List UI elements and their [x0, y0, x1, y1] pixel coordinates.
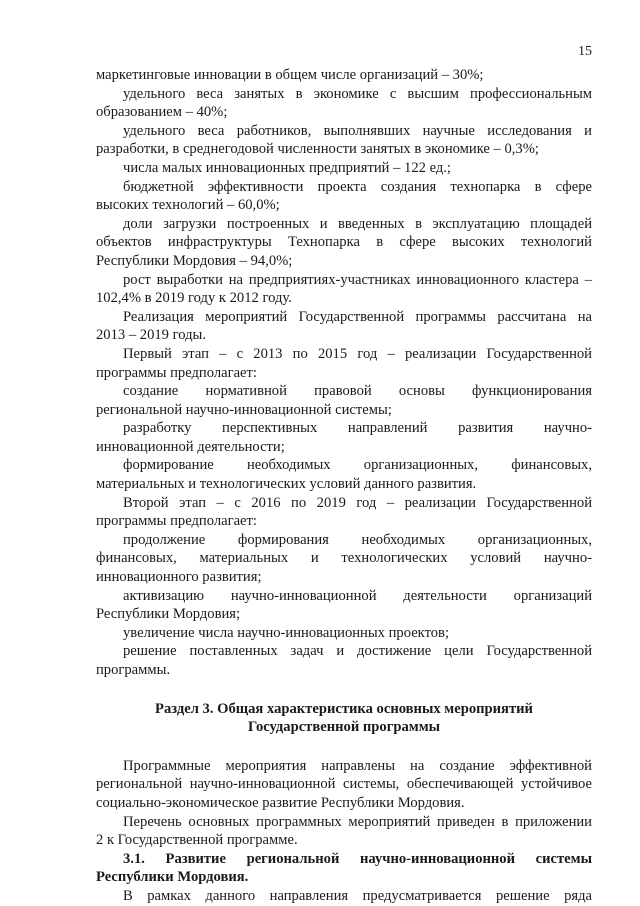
paragraph-line: удельного веса занятых в экономике с высшим профессиональным: [123, 85, 592, 102]
paragraph-line: объектов инфраструктуры Технопарка в сфере высоких технологий: [96, 234, 592, 251]
paragraph-line: программы.: [96, 662, 171, 678]
paragraph-line: разработку перспективных направлений развития научно-: [123, 420, 592, 437]
paragraph-line: решение поставленных задач и достижение цели Государственной: [123, 643, 592, 660]
paragraph-line: 2 к Государственной программе.: [96, 832, 298, 849]
paragraph-line: региональной научно-инновационной системы;: [96, 401, 392, 418]
paragraph-line: доли загрузки построенных и введенных в эксплуатацию площадей: [123, 215, 592, 232]
paragraph-line: В рамках данного направления предусматривается решение ряда: [123, 887, 592, 904]
paragraph-line: социально-экономическое развитие Республики Мордовия.: [96, 794, 465, 811]
paragraph-line: финансовых, материальных и технологических условий научно-: [96, 550, 592, 567]
page-number: 15: [578, 44, 592, 59]
paragraph-line: удельного веса работников, выполнявших научные исследования и: [123, 122, 592, 139]
paragraph-line: 102,4% в 2019 году к 2012 году.: [96, 290, 292, 307]
paragraph-line: материальных и технологических условий данного развития.: [96, 476, 477, 493]
paragraph-line: образованием – 40%;: [96, 104, 228, 121]
paragraph-line: разработки, в среднегодовой численности занятых в экономике – 0,3%;: [96, 141, 539, 158]
paragraph-line: маркетинговые инновации в общем числе организаций – 30%;: [96, 67, 484, 83]
paragraph-line: инновационного развития;: [96, 569, 262, 586]
paragraph-line: программы предполагает:: [96, 364, 257, 381]
paragraph-line: рост выработки на предприятиях-участниках инновационного кластера –: [123, 271, 592, 288]
paragraph-block-1: [96, 66, 592, 680]
paragraph-line: создание нормативной правовой основы функционирования: [123, 383, 592, 400]
paragraph-line: Перечень основных программных мероприятий приведен в приложении: [123, 813, 592, 830]
paragraph-line: активизацию научно-инновационной деятельности организаций: [123, 587, 592, 604]
paragraph-line: формирование необходимых организационных, финансовых,: [123, 457, 592, 474]
paragraph-block-2: [96, 757, 592, 850]
paragraph-line: Программные мероприятия направлены на создание эффективной: [123, 757, 592, 774]
paragraph-line: Реализация мероприятий Государственной программы рассчитана на: [123, 308, 592, 325]
section-heading-line-2: Государственной программы: [247, 719, 441, 736]
paragraph-line: продолжение формирования необходимых организационных,: [123, 531, 592, 548]
paragraph-line: Республики Мордовия;: [96, 606, 241, 623]
body-text: [96, 66, 592, 906]
paragraph-line: Второй этап – с 2016 по 2019 год – реализации Государственной: [123, 494, 592, 511]
paragraph-line: региональной научно-инновационной системы, обеспечивающей устойчивое: [96, 776, 592, 793]
paragraph-line: 2013 – 2019 годы.: [96, 327, 206, 344]
paragraph-line: программы предполагает:: [96, 513, 257, 530]
subsection-heading-line-1: 3.1. Развитие региональной научно-инновационной системы: [123, 850, 592, 867]
section-heading-line-1: Раздел 3. Общая характеристика основных мероприятий: [155, 700, 533, 717]
paragraph-line: увеличение числа научно-инновационных проектов;: [123, 624, 449, 641]
subsection-heading-line-2: Республики Мордовия.: [96, 869, 249, 886]
paragraph-line: Первый этап – с 2013 по 2015 год – реализации Государственной: [123, 345, 592, 362]
paragraph-line: высоких технологий – 60,0%;: [96, 197, 280, 214]
paragraph-line: Республики Мордовия – 94,0%;: [96, 252, 293, 269]
paragraph-line: числа малых инновационных предприятий – 122 ед.;: [123, 159, 451, 176]
paragraph-line: бюджетной эффективности проекта создания технопарка в сфере: [123, 178, 592, 195]
paragraph-line: инновационной деятельности;: [96, 438, 285, 455]
